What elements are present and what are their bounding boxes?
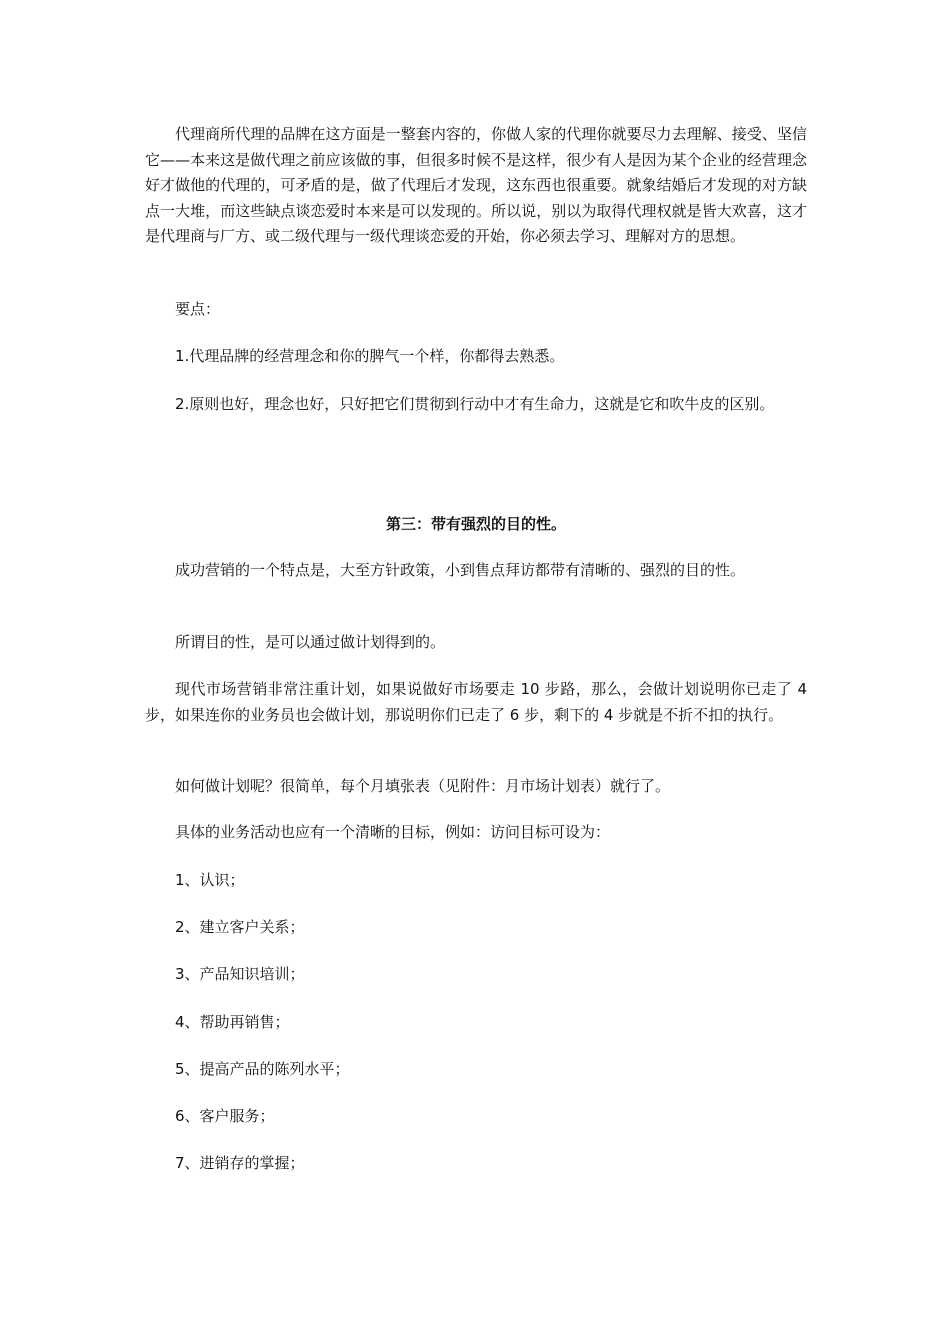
section-heading: 第三：带有强烈的目的性。	[385, 515, 566, 533]
goal-item: 4、帮助再销售；	[175, 1013, 290, 1031]
goal-item: 6、客户服务；	[175, 1107, 275, 1125]
key-point-1: 1.代理品牌的经营理念和你的脾气一个样，你都得去熟悉。	[175, 347, 565, 365]
intro-paragraph: 代理商所代理的品牌在这方面是一整套内容的，你做人家的代理你就要尽力去理解、接受、坚信它——本来这是做代理之前应该做的事，但很多时候不是这样，很少有人是因为某个企业的经营理念好才做他的代理的，可矛盾的是，做了代理后才发现，这东西也很重要。就象结婚后才发现的对方缺点一大堆，而这些缺点谈恋爱时本来是可以发现的。所以说，别以为取得代理权就是皆大欢喜，这才是代理商与厂方、或二级代理与一级代理谈恋爱的开始，你必须去学习、理解对方的思想。	[145, 125, 807, 245]
key-points-label: 要点：	[175, 300, 221, 318]
purpose-paragraph: 所谓目的性，是可以通过做计划得到的。	[175, 633, 446, 651]
how-to-plan-paragraph: 如何做计划呢？很简单，每个月填张表（见附件：月市场计划表）就行了。	[175, 777, 671, 795]
key-point-2: 2.原则也好，理念也好，只好把它们贯彻到行动中才有生命力，这就是它和吹牛皮的区别。	[175, 395, 775, 413]
success-paragraph: 成功营销的一个特点是，大至方针政策，小到售点拜访都带有清晰的、强烈的目的性。	[175, 561, 746, 579]
activity-goal-paragraph: 具体的业务活动也应有一个清晰的目标，例如：访问目标可设为：	[175, 823, 611, 841]
goal-item: 7、进销存的掌握；	[175, 1154, 305, 1172]
goal-item: 1、认识；	[175, 871, 245, 889]
goal-item: 3、产品知识培训；	[175, 965, 305, 983]
goal-item: 5、提高产品的陈列水平；	[175, 1060, 350, 1078]
planning-paragraph: 现代市场营销非常注重计划，如果说做好市场要走 10 步路，那么，会做计划说明你已走了 4 步，如果连你的业务员也会做计划，那说明你们已走了 6 步，剩下的 4 步就是不折不扣的执行。	[145, 680, 807, 724]
goal-item: 2、建立客户关系；	[175, 918, 305, 936]
